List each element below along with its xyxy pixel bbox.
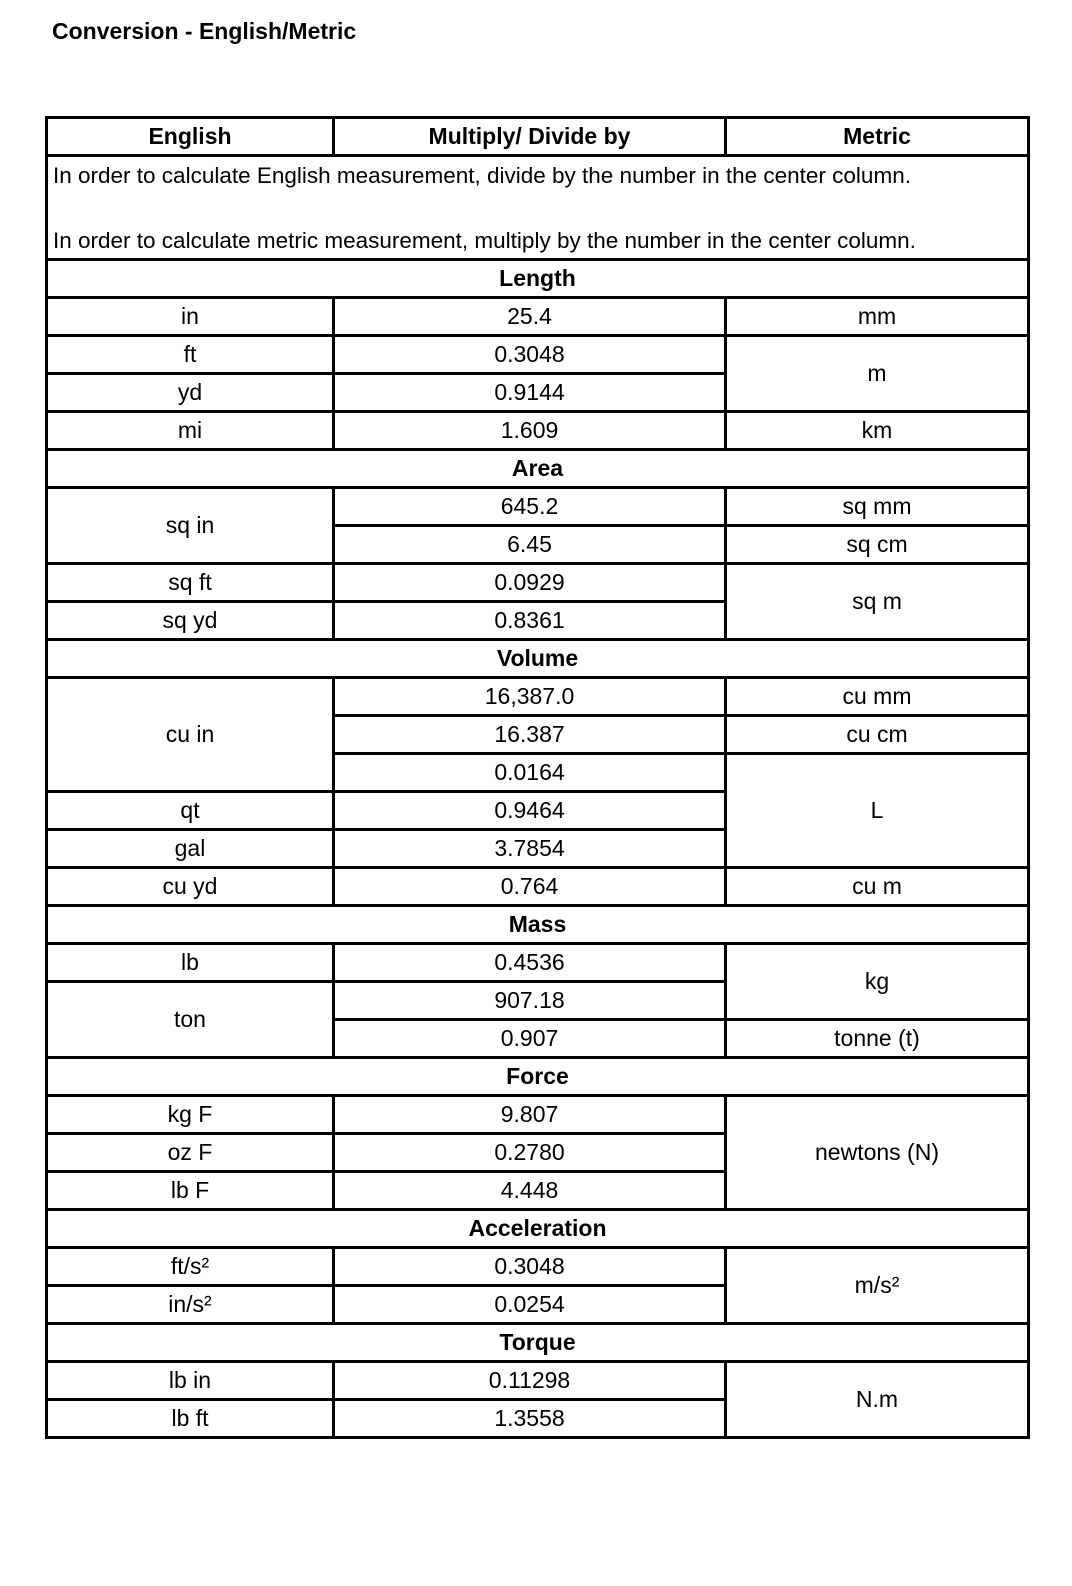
conversion-factor: 3.7854: [334, 830, 726, 868]
table-row: [47, 868, 1029, 906]
table-row: [47, 298, 1029, 336]
conversion-factor: 0.764: [334, 868, 726, 906]
metric-unit: N.m: [726, 1362, 1029, 1438]
english-unit: qt: [47, 792, 334, 830]
section-header: [47, 260, 1029, 298]
english-unit: in/s²: [47, 1286, 334, 1324]
metric-unit: sq m: [726, 564, 1029, 640]
metric-unit: sq cm: [726, 526, 1029, 564]
metric-unit: mm: [726, 298, 1029, 336]
english-unit: ft: [47, 336, 334, 374]
section-title-acceleration: Acceleration: [47, 1210, 1029, 1248]
metric-unit: tonne (t): [726, 1020, 1029, 1058]
factor-column-header: Multiply/ Divide by: [334, 118, 726, 156]
section-title-volume: Volume: [47, 640, 1029, 678]
english-unit: in: [47, 298, 334, 336]
conversion-factor: 0.8361: [334, 602, 726, 640]
conversion-factor: 0.3048: [334, 336, 726, 374]
section-title-mass: Mass: [47, 906, 1029, 944]
section-header: [47, 1058, 1029, 1096]
conversion-factor: 0.4536: [334, 944, 726, 982]
english-instruction: In order to calculate English measurement, divide by the number in the center column.: [53, 163, 911, 188]
english-unit: cu in: [47, 678, 334, 792]
conversion-factor: 1.3558: [334, 1400, 726, 1438]
english-unit: mi: [47, 412, 334, 450]
section-header: [47, 1210, 1029, 1248]
metric-unit: sq mm: [726, 488, 1029, 526]
english-unit: sq in: [47, 488, 334, 564]
section-header: [47, 640, 1029, 678]
metric-unit: kg: [726, 944, 1029, 1020]
section-title-torque: Torque: [47, 1324, 1029, 1362]
conversion-factor: 0.9144: [334, 374, 726, 412]
conversion-factor: 0.907: [334, 1020, 726, 1058]
english-unit: gal: [47, 830, 334, 868]
section-title-force: Force: [47, 1058, 1029, 1096]
conversion-factor: 16.387: [334, 716, 726, 754]
conversion-factor: 16,387.0: [334, 678, 726, 716]
table-row: [47, 1362, 1029, 1400]
instructions-row: [47, 156, 1029, 260]
metric-unit: km: [726, 412, 1029, 450]
conversion-factor: 0.2780: [334, 1134, 726, 1172]
section-header: [47, 450, 1029, 488]
conversion-factor: 0.11298: [334, 1362, 726, 1400]
conversion-factor: 645.2: [334, 488, 726, 526]
english-unit: lb in: [47, 1362, 334, 1400]
table-row: [47, 1096, 1029, 1134]
english-unit: ft/s²: [47, 1248, 334, 1286]
section-header: [47, 1324, 1029, 1362]
table-row: [47, 412, 1029, 450]
conversion-table: [45, 116, 1030, 1439]
metric-unit: cu mm: [726, 678, 1029, 716]
metric-unit: cu cm: [726, 716, 1029, 754]
conversion-factor: 6.45: [334, 526, 726, 564]
conversion-factor: 9.807: [334, 1096, 726, 1134]
conversion-factor: 0.3048: [334, 1248, 726, 1286]
page-title: Conversion - English/Metric: [52, 18, 357, 44]
conversion-factor: 4.448: [334, 1172, 726, 1210]
instructions-cell: [47, 156, 1029, 260]
conversion-factor: 0.0929: [334, 564, 726, 602]
metric-instruction: In order to calculate metric measurement, multiply by the number in the center column.: [53, 227, 916, 253]
english-unit: cu yd: [47, 868, 334, 906]
english-unit: lb ft: [47, 1400, 334, 1438]
section-title-length: Length: [47, 260, 1029, 298]
english-unit: lb: [47, 944, 334, 982]
metric-column-header: Metric: [726, 118, 1029, 156]
header-row: [47, 118, 1029, 156]
metric-unit: newtons (N): [726, 1096, 1029, 1210]
english-unit: sq ft: [47, 564, 334, 602]
english-unit: yd: [47, 374, 334, 412]
english-unit: oz F: [47, 1134, 334, 1172]
english-unit: kg F: [47, 1096, 334, 1134]
english-column-header: English: [47, 118, 334, 156]
english-unit: ton: [47, 982, 334, 1058]
english-unit: sq yd: [47, 602, 334, 640]
section-header: [47, 906, 1029, 944]
table-row: [47, 678, 1029, 716]
conversion-factor: 0.0254: [334, 1286, 726, 1324]
conversion-factor: 1.609: [334, 412, 726, 450]
english-unit: lb F: [47, 1172, 334, 1210]
metric-unit: m: [726, 336, 1029, 412]
conversion-factor: 0.0164: [334, 754, 726, 792]
table-row: [47, 944, 1029, 982]
metric-unit: cu m: [726, 868, 1029, 906]
table-row: [47, 336, 1029, 374]
conversion-factor: 25.4: [334, 298, 726, 336]
metric-unit: L: [726, 754, 1029, 868]
section-title-area: Area: [47, 450, 1029, 488]
table-row: [47, 564, 1029, 602]
table-row: [47, 1248, 1029, 1286]
metric-unit: m/s²: [726, 1248, 1029, 1324]
conversion-factor: 0.9464: [334, 792, 726, 830]
conversion-factor: 907.18: [334, 982, 726, 1020]
table-row: [47, 488, 1029, 526]
